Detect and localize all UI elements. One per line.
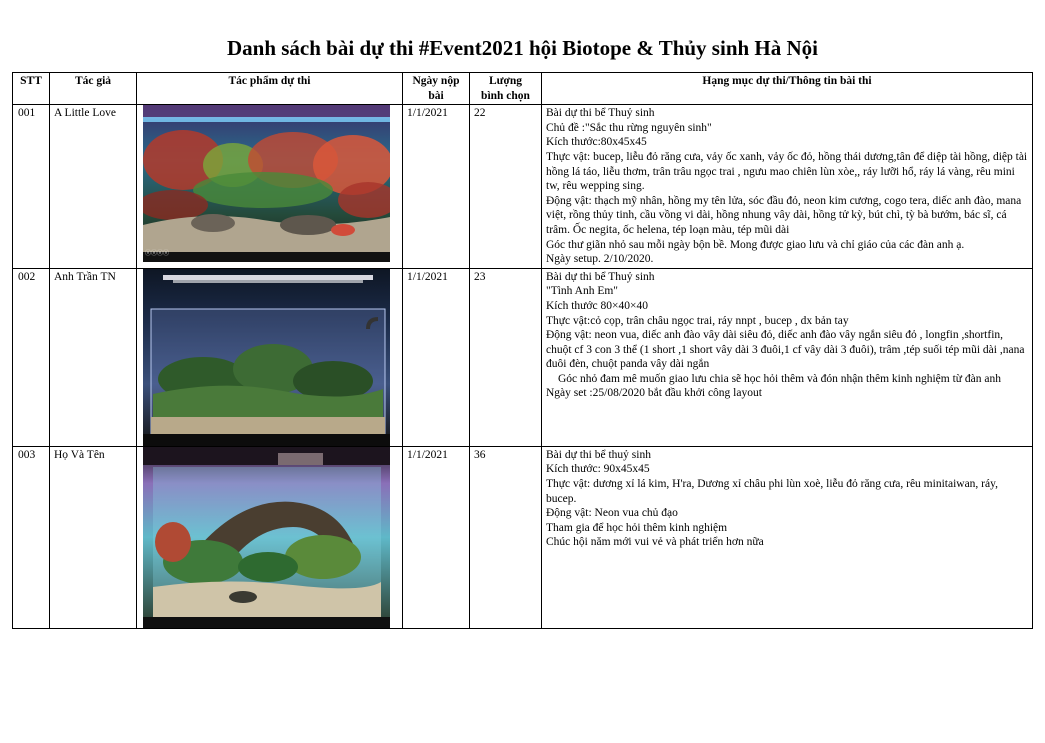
table-row bbox=[13, 446, 1033, 628]
entry-stt: 003 bbox=[13, 446, 50, 628]
aquarium-photo-2 bbox=[143, 269, 396, 446]
info-line: Động vật: thạch mỹ nhân, hồng my tên lửa, sóc đầu đỏ, neon kim cương, cogo tera, diếc anh đào, mana việt, rồng thủy tinh, cầu vồng vi dài, hồng nhung vây dài, hồng tử kỳ, bút chì, tỳ bà bướm, bác sĩ, cá trâm. Ốc negita, ốc helena, tép loạn màu, tép mũi dài bbox=[546, 194, 1022, 236]
entry-date: 1/1/2021 bbox=[403, 446, 470, 628]
info-line: Bài dự thi bể Thuỷ sinh bbox=[546, 107, 655, 120]
header-date bbox=[403, 73, 470, 105]
info-line: Kích thước: 90x45x45 bbox=[546, 463, 650, 476]
table-header-row bbox=[13, 73, 1033, 105]
info-line: Góc nhỏ đam mê muốn giao lưu chia sẽ học hỏi thêm và đón nhận thêm kinh nghiệm từ đàn anh bbox=[558, 372, 1001, 385]
info-line: Thực vật: dương xỉ lá kim, H'ra, Dương xỉ châu phi lùn xoè, liễu đỏ răng cưa, rêu minitaiwan, ráy, bucep. bbox=[546, 477, 998, 505]
entry-photo-cell bbox=[137, 446, 403, 628]
info-line: "Tình Anh Em" bbox=[546, 285, 618, 298]
header-votes-line2: bình chọn bbox=[481, 89, 530, 102]
info-line: Động vật: neon vua, diếc anh đào vây dài siêu đỏ, diếc anh đào vây ngắn siêu đỏ , longfin ,shortfin, chuột cf 3 con 3 thể (1 short ,1 short vây dài 3 đuôi,1 cf vây dài 3 đuôi), trâm ,tép suối tép mũi dài ,nana đuôi đèn, chuột panda vây dài ngắn bbox=[546, 329, 1025, 371]
aquarium-photo-1 bbox=[143, 105, 396, 262]
entry-author: Họ Và Tên bbox=[50, 446, 137, 628]
info-line: Bài dự thi bể thuỷ sinh bbox=[546, 448, 651, 461]
info-line: Ngày set :25/08/2020 bắt đầu khởi công layout bbox=[546, 387, 762, 400]
header-stt: STT bbox=[13, 73, 50, 105]
aquarium-photo-3 bbox=[143, 447, 396, 628]
entry-info bbox=[542, 105, 1033, 269]
entry-photo-cell bbox=[137, 105, 403, 269]
photo-watermark: ⓞⓞⓞⓞ bbox=[145, 249, 170, 257]
entry-info bbox=[542, 446, 1033, 628]
entry-stt: 002 bbox=[13, 268, 50, 446]
info-line: Thực vật:cỏ cọp, trân châu ngọc trai, ráy nnpt , bucep , dx bản tay bbox=[546, 314, 849, 327]
table-row bbox=[13, 268, 1033, 446]
page-title: Danh sách bài dự thi #Event2021 hội Biotope & Thủy sinh Hà Nội bbox=[226, 36, 819, 60]
entries-table bbox=[12, 72, 1033, 629]
info-line: Góc thư giãn nhỏ sau mỗi ngày bộn bề. Mong được giao lưu và chỉ giáo của các đàn anh ạ. bbox=[546, 238, 965, 251]
header-votes-line1: Lượng bbox=[488, 75, 523, 87]
header-author: Tác giả bbox=[50, 73, 137, 105]
info-line: Chúc hội năm mới vui vẻ và phát triển hơn nữa bbox=[546, 536, 764, 549]
header-votes bbox=[470, 73, 542, 105]
entry-votes: 23 bbox=[470, 268, 542, 446]
info-line: Kích thước:80x45x45 bbox=[546, 136, 647, 149]
entry-stt: 001 bbox=[13, 105, 50, 269]
info-line: Chủ đề :"Sắc thu rừng nguyên sinh" bbox=[546, 121, 712, 134]
entry-date: 1/1/2021 bbox=[403, 268, 470, 446]
entry-photo-cell bbox=[137, 268, 403, 446]
header-category: Hạng mục dự thi/Thông tin bài thi bbox=[542, 73, 1033, 105]
info-line: Bài dự thi bể Thuỷ sinh bbox=[546, 270, 655, 283]
header-work: Tác phẩm dự thi bbox=[137, 73, 403, 105]
info-line: Tham gia để học hỏi thêm kinh nghiệm bbox=[546, 521, 728, 534]
entry-votes: 36 bbox=[470, 446, 542, 628]
entry-author: A Little Love bbox=[50, 105, 137, 269]
header-date-line1: Ngày nộp bbox=[412, 75, 460, 87]
entry-author: Anh Trần TN bbox=[50, 268, 137, 446]
entry-info bbox=[542, 268, 1033, 446]
info-line: Động vật: Neon vua chủ đạo bbox=[546, 507, 678, 520]
table-row bbox=[13, 105, 1033, 269]
entry-date: 1/1/2021 bbox=[403, 105, 470, 269]
header-date-line2: bài bbox=[428, 89, 444, 102]
entry-votes: 22 bbox=[470, 105, 542, 269]
info-line: Ngày setup. 2/10/2020. bbox=[546, 253, 654, 266]
info-line: Kích thước 80×40×40 bbox=[546, 299, 648, 312]
info-line: Thực vật: bucep, liễu đỏ răng cưa, vảy ốc xanh, vảy ốc đỏ, hồng thái dương,tân để diệp tài hồng, diệp tài hồng lá táo, liễu thơm, trân trâu ngọc trai , ngưu mao chiên lùn xòe,, ráy lưỡi hổ, ráy lá vàng, rêu mini tw, rêu wepping sing. bbox=[546, 150, 1028, 193]
